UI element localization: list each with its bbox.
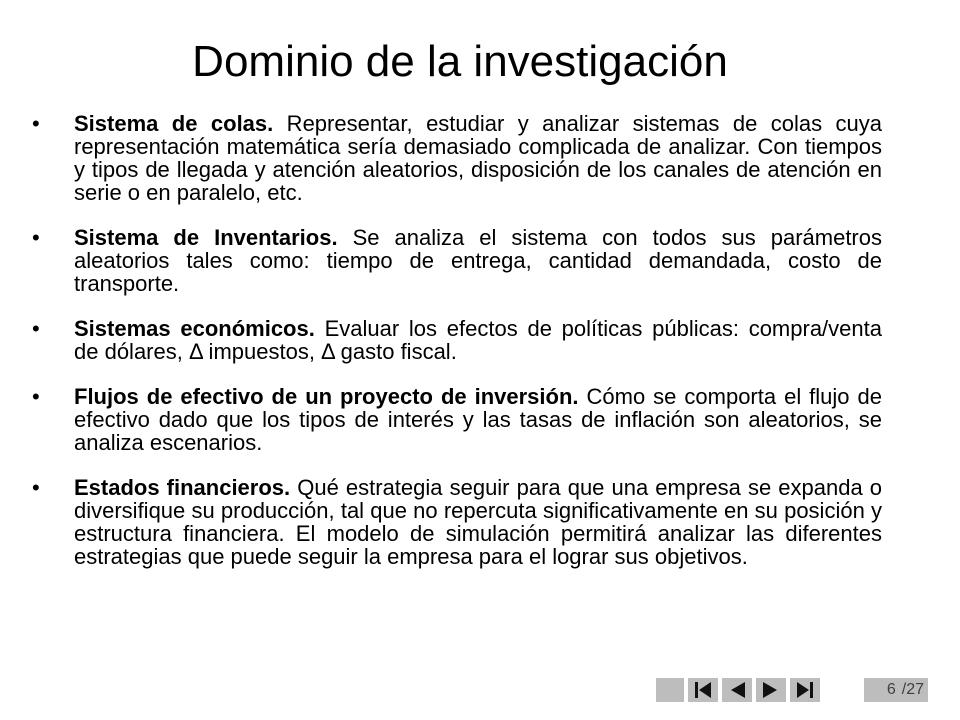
blank-icon[interactable]	[656, 678, 684, 702]
bullet-text	[74, 385, 882, 454]
bullet-marker: •	[32, 384, 40, 409]
first-slide-icon[interactable]	[688, 678, 718, 702]
bullet-text	[74, 226, 882, 295]
bullet-heading: Flujos de efectivo de un proyecto de inversión.	[74, 384, 579, 409]
bullet-item-flujos	[32, 385, 882, 454]
bullet-text	[74, 476, 882, 568]
bullet-body: Cómo se comporta el flujo de efectivo dado que los tipos de interés y las tasas de inflación son aleatorios, se analiza escenarios.	[74, 384, 882, 455]
bullet-heading: Estados financieros.	[74, 475, 291, 500]
bullet-marker: •	[32, 111, 40, 136]
bullet-heading: Sistema de Inventarios.	[74, 225, 338, 250]
bullet-item-colas	[32, 112, 882, 204]
bullet-item-estados	[32, 476, 882, 568]
last-slide-icon[interactable]	[790, 678, 820, 702]
bullet-item-inventarios	[32, 226, 882, 295]
page-indicator	[864, 678, 928, 702]
bullet-list	[32, 112, 882, 590]
bullet-body: Se analiza el sistema con todos sus parámetros aleatorios tales como: tiempo de entrega, cantidad demandada, costo de transporte.	[74, 225, 882, 296]
bullet-text	[74, 317, 882, 363]
bullet-marker: •	[32, 225, 40, 250]
bullet-heading: Sistemas económicos.	[74, 316, 315, 341]
bullet-heading: Sistema de colas.	[74, 111, 274, 136]
bullet-body: Evaluar los efectos de políticas públicas: compra/venta de dólares, Δ impuestos, Δ gasto fiscal.	[74, 316, 882, 364]
bullet-text	[74, 112, 882, 204]
previous-slide-icon[interactable]	[722, 678, 752, 702]
bullet-body: Representar, estudiar y analizar sistemas de colas cuya representación matemática sería demasiado complicada de analizar. Con tiempos y tipos de llegada y atención aleatorios, disposición de los canales de atención en serie o en paralelo, etc.	[74, 111, 882, 205]
bullet-marker: •	[32, 475, 40, 500]
slide-title: Dominio de la investigación	[192, 37, 728, 86]
bullet-body: Qué estrategia seguir para que una empresa se expanda o diversifique su producción, tal que no repercuta significativamente en su posición y estructura financiera. El modelo de simulación permitirá analizar las diferentes estrategias que puede seguir la empresa para el lograr sus objetivos.	[74, 475, 882, 569]
bullet-marker: •	[32, 316, 40, 341]
page-current: 6	[886, 681, 896, 698]
page-total: /27	[901, 681, 924, 698]
next-slide-icon[interactable]	[756, 678, 786, 702]
slide-navigation-bar	[656, 678, 820, 702]
bullet-item-economicos	[32, 317, 882, 363]
